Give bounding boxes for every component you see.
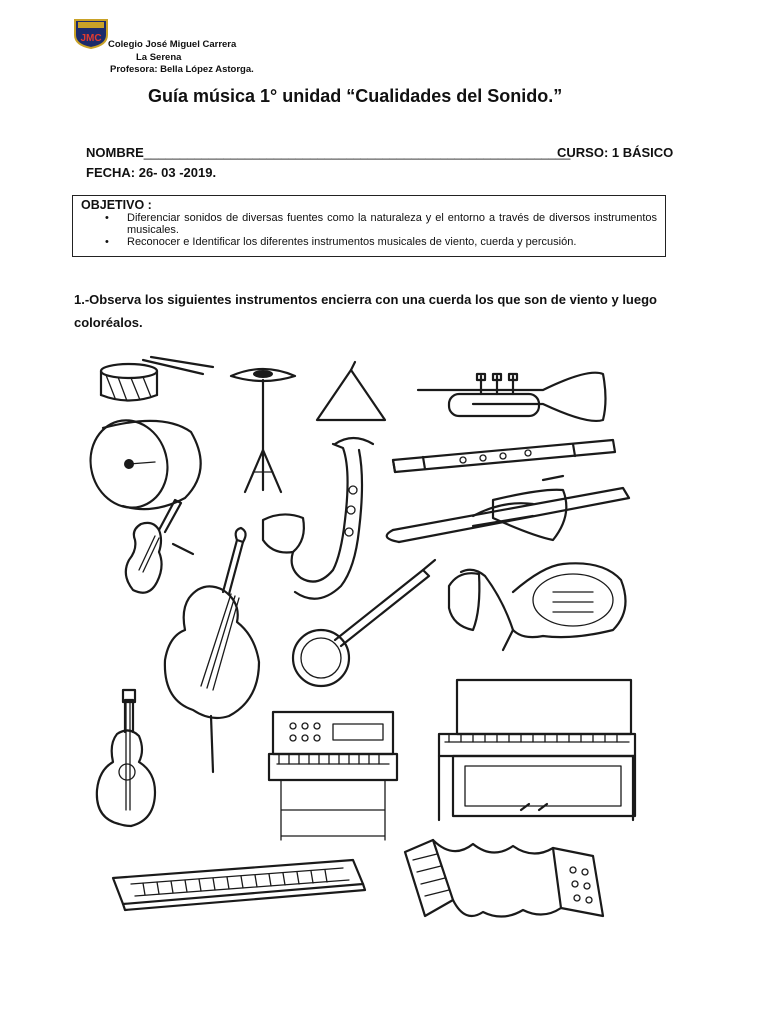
upright-piano-icon[interactable] (439, 680, 635, 820)
bullet-icon: • (105, 212, 109, 224)
banjo-icon[interactable] (293, 560, 435, 686)
trumpet-icon[interactable] (418, 373, 606, 421)
guitar-icon[interactable] (97, 690, 155, 826)
date-label: FECHA: 26- 03 -2019. (86, 165, 217, 180)
tuba-icon[interactable] (449, 563, 626, 650)
cymbal-icon[interactable] (231, 369, 295, 492)
name-label: NOMBRE (86, 145, 144, 160)
keyboard-icon[interactable] (113, 860, 365, 910)
objective-item: • Diferenciar sonidos de diversas fuentes como la naturaleza y el entorno a través de diversos instrumentos musicales. (105, 212, 657, 236)
page-title: Guía música 1° unidad “Cualidades del Sonido.” (148, 86, 563, 106)
school-logo (72, 17, 110, 49)
cello-icon[interactable] (165, 528, 259, 772)
question-1: 1.-Observa los siguientes instrumentos encierra con una cuerda los que son de viento y luego coloréalos. (74, 292, 657, 330)
bullet-icon: • (105, 236, 109, 248)
name-line[interactable]: ___________________________________________________________ (143, 145, 571, 160)
logo-text: JMC (80, 33, 102, 44)
course-label: CURSO: 1 BÁSICO (557, 145, 674, 160)
accordion-icon[interactable] (405, 840, 603, 917)
objective-list (73, 213, 665, 250)
school-name: Colegio José Miguel Carrera (108, 39, 237, 50)
school-city: La Serena (136, 52, 182, 63)
objective-title: OBJETIVO : (81, 198, 152, 212)
electric-organ-icon[interactable] (269, 712, 397, 840)
teacher-name: Profesora: Bella López Astorga. (110, 64, 254, 75)
saxophone-icon[interactable] (263, 438, 373, 599)
objective-box (72, 195, 666, 257)
violin-icon[interactable] (126, 500, 193, 593)
bass-drum-icon[interactable] (81, 412, 201, 517)
name-field (86, 145, 570, 160)
flute-icon[interactable] (393, 440, 615, 472)
instruments-illustration (73, 340, 684, 932)
triangle-icon[interactable] (317, 362, 385, 420)
objective-item: • Reconocer e Identificar los diferentes instrumentos musicales de viento, cuerda y percusión. (105, 236, 577, 248)
snare-drum-icon[interactable] (101, 357, 213, 401)
trombone-icon[interactable] (387, 476, 629, 542)
